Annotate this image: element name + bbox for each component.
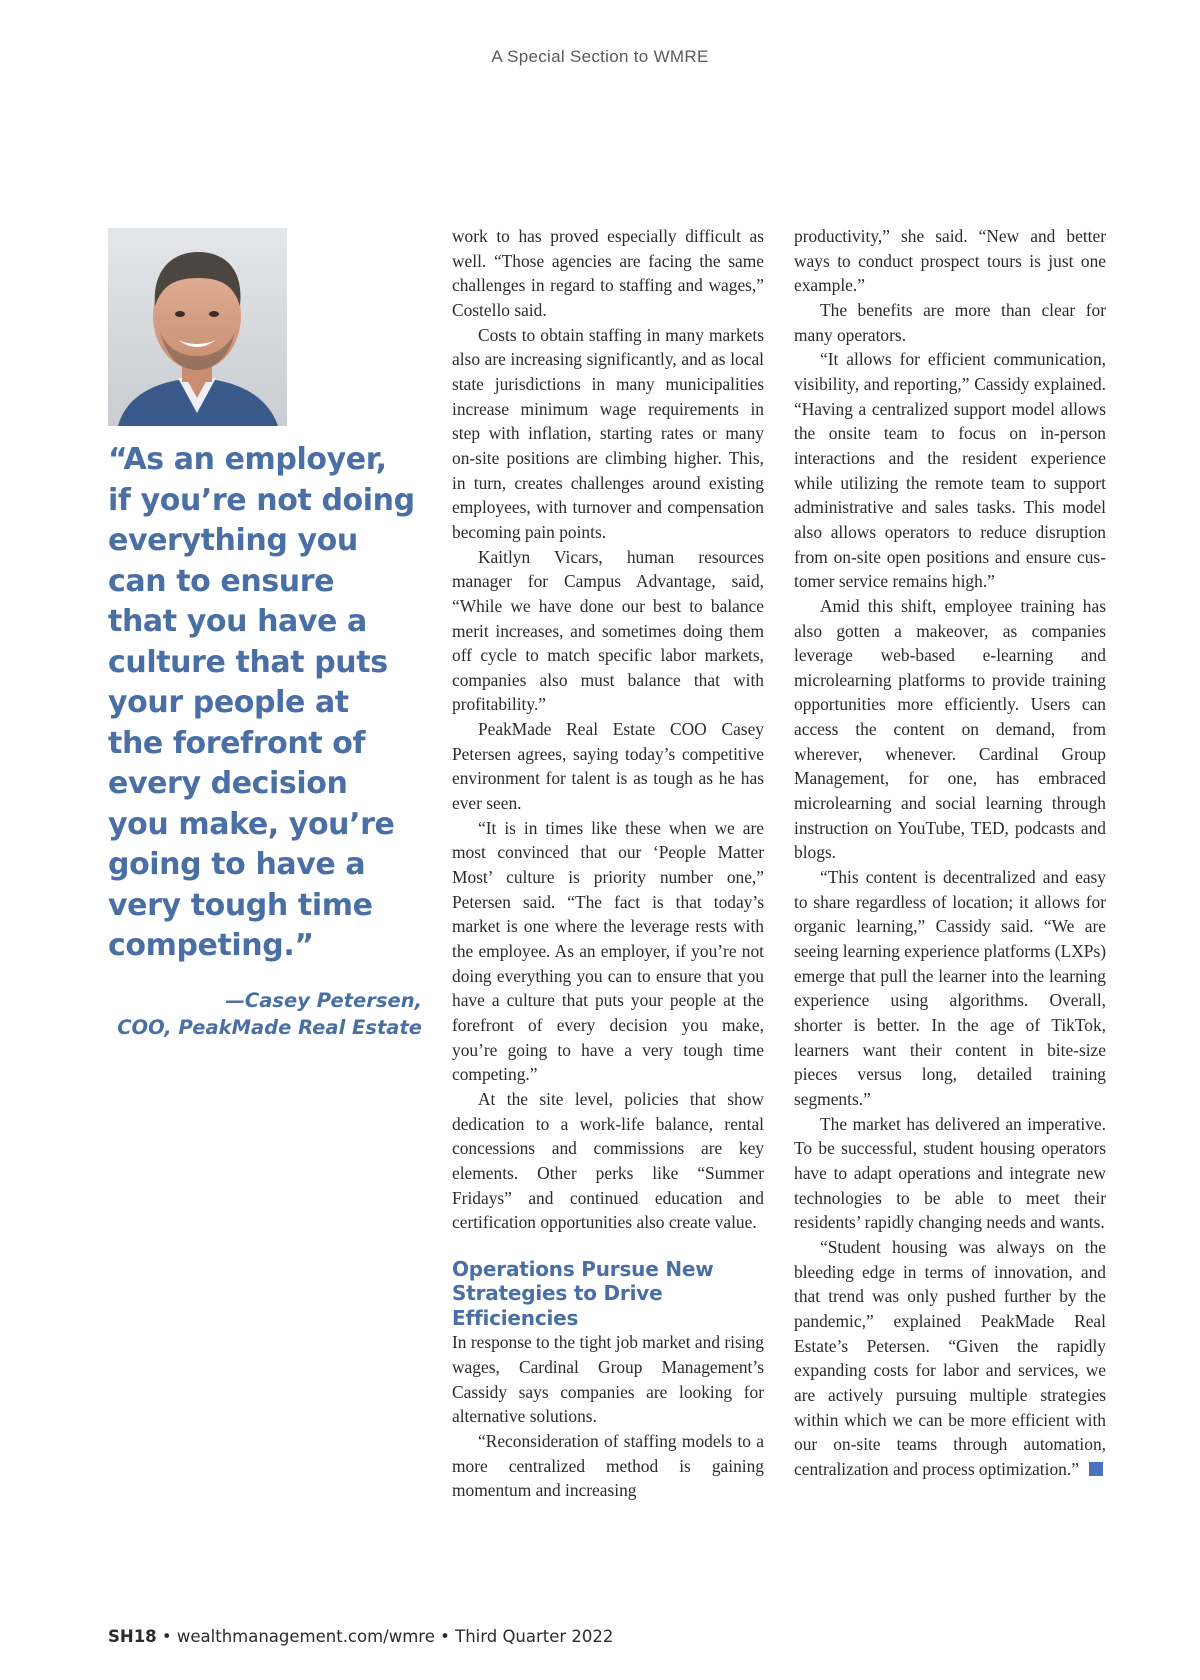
article-paragraph: The benefits are more than clear for many operators. [794, 299, 1106, 345]
article-paragraph-final [794, 1235, 1106, 1482]
article-paragraph: Kaitlyn Vicars, human resources manager for Campus Advantage, said, “While we have done our best to balance merit increases, and sometimes doing them off cycle to match specific labor markets, companies also must balance that with profitability.” [452, 546, 764, 715]
pull-quote-line: everything you [108, 523, 358, 558]
section-subheading: Operations Pursue New Strategies to Drive Efficiencies [452, 1256, 714, 1330]
article-paragraph: “It is in times like these when we are most convinced that our ‘People Matter Most’ culture is priority number one,” Petersen said. “The fact is that today’s market is one where the leverage rests with the employee. As an employer, if you’re not doing everything you can to ensure that you have a culture that puts your people at the forefront of every decision you make, you’re going to have a very tough time competing.” [452, 817, 764, 1085]
section-header: A Special Section to WMRE [491, 47, 709, 66]
article-paragraph: In response to the tight job market and rising wages, Cardinal Group Management’s Cassidy says companies are looking for alternative solutions. [452, 1332, 765, 1427]
pull-quote [108, 440, 428, 967]
pull-quote-line: can to ensure [108, 563, 335, 599]
pull-quote-line: culture that puts [108, 644, 388, 680]
article-paragraph: At the site level, policies that show dedication to a work-life balance, rental concessions and commissions are key elements. Other perks like “Summer Fridays” and continued education and certification opportunities also create value. [452, 1088, 764, 1233]
article-paragraph: PeakMade Real Estate COO Casey Petersen agrees, saying today’s competitive environment for talent is as tough as he has ever seen. [452, 719, 764, 814]
end-of-article-square-icon [1089, 1462, 1103, 1476]
quote-attribution [100, 987, 422, 1041]
pull-quote-line: going to have a [108, 847, 366, 882]
footer-separator: • [440, 1627, 450, 1646]
page-number: SH18 [108, 1627, 157, 1646]
headshot-photo [108, 228, 287, 426]
pull-quote-line: every decision [108, 766, 348, 801]
article-paragraph: work to has proved especially difficult as well. “Those agencies are facing the same challenges in regard to staffing and wages,” Costello said. [452, 226, 764, 320]
pull-quote-line: “As an employer, [108, 442, 387, 477]
pull-quote-line: your people at [108, 685, 349, 720]
pull-quote-line: the forefront of [108, 725, 366, 761]
page-footer [108, 1627, 613, 1646]
article-paragraph: “It allows for efficient communication, visibility, and reporting,” Cassidy explained. “Having a centralized support model allows the onsite team to focus on in-person interactions and the resident experience while utilizing the remote team to support administrative and sales tasks. This model also allows operators to reduce disruption from on-site open positions and ensure customer service remains high.” [794, 349, 1106, 592]
article-paragraph: “Reconsideration of staffing models to a more centralized method is gaining momentum and increasing [452, 1431, 764, 1501]
pull-quote-line: you make, you’re [108, 806, 395, 842]
headshot-illustration [108, 228, 287, 426]
footer-separator: • [161, 1627, 172, 1646]
footer-url: wealthmanagement.com/wmre [176, 1627, 435, 1646]
article-paragraph: “This content is decentralized and easy to share regardless of location; it allows for organic learning,” Cassidy said. “We are seeing learning experience platforms (LXPs) emerge that pull the learner into the learning experience using algorithms. Overall, shorter is better. In the age of TikTok, learners want their content in bite-size pieces versus long, detailed training segments.” [794, 867, 1106, 1109]
attribution-name: —Casey Petersen, [225, 989, 422, 1012]
article-column-middle [452, 224, 764, 1503]
attribution-title: COO, PeakMade Real Estate [117, 1016, 422, 1039]
pull-quote-line: competing.” [108, 928, 314, 963]
article-paragraph: Costs to obtain staffing in many markets also are increasing significantly, and as local state jurisdictions in many municipalities increase minimum wage requirements in step with inflation, starting rates or many on-site positions are climbing higher. This, in turn, creates challenges around existing employees, with turnover and compensation becoming pain points. [452, 324, 764, 542]
pull-quote-line: very tough time [108, 887, 373, 923]
article-column-right [794, 224, 1106, 1481]
article-paragraph: productivity,” she said. “New and better ways to conduct prospect tours is just one example.” [794, 226, 1106, 296]
pull-quote-line: if you’re not doing [108, 482, 415, 518]
pull-quote-line: that you have a [108, 604, 367, 639]
final-paragraph-text: “Student housing was always on the bleeding edge in terms of innovation, and that trend was only pushed further by the pandemic,” explained PeakMade Real Estate’s Petersen. “Given the rapidly expanding costs for labor and services, we are actively pursuing multiple strategies within which we can be more efficient with our on-site teams through automation, centralization and process optimization.” [794, 1236, 1106, 1479]
footer-issue: Third Quarter 2022 [455, 1627, 614, 1646]
article-paragraph: The market has delivered an imperative. To be successful, student housing operators have to adapt operations and integrate new technologies to be able to meet their residents’ rapidly changing needs and wants. [794, 1113, 1106, 1233]
article-paragraph: Amid this shift, employee training has also gotten a makeover, as companies leverage web-based e-learning and microlearning platforms to provide training opportunities more efficiently. Users can access the content on demand, from wherever, whenever. Cardinal Group Management, for one, has embraced microlearning and social learning through instruction on YouTube, TED, podcasts and blogs. [794, 595, 1106, 863]
